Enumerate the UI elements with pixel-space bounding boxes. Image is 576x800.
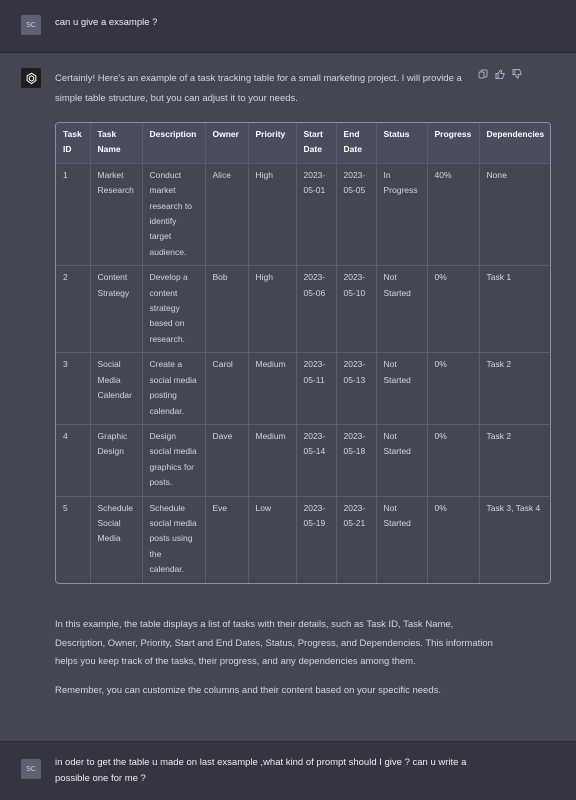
thumbs-down-icon[interactable] [512, 69, 522, 79]
cell-dependencies: Task 1 [479, 266, 551, 353]
cell-end-date: 2023-05-18 [336, 424, 376, 496]
table-row [56, 163, 551, 265]
cell-end-date: 2023-05-21 [336, 496, 376, 583]
copy-icon[interactable] [478, 69, 488, 79]
header-priority: Priority [248, 123, 296, 163]
cell-description: Develop a content strategy based on research. [142, 266, 205, 353]
cell-task-id: 4 [56, 424, 90, 496]
assistant-intro-text: Certainly! Here's an example of a task tracking table for a small marketing project. I will provide a simple table structure, but you can adjust it to your needs. [55, 73, 462, 104]
cell-progress: 0% [427, 496, 479, 583]
header-status: Status [376, 123, 427, 163]
cell-status: Not Started [376, 266, 427, 353]
cell-dependencies: Task 2 [479, 353, 551, 425]
cell-task-id: 3 [56, 353, 90, 425]
cell-priority: High [248, 266, 296, 353]
table-row [56, 353, 551, 425]
user-message-2 [0, 741, 576, 800]
cell-start-date: 2023-05-11 [296, 353, 336, 425]
cell-owner: Eve [205, 496, 248, 583]
cell-task-name: Content Strategy [90, 266, 142, 353]
table-header-row [56, 123, 551, 163]
cell-progress: 0% [427, 424, 479, 496]
cell-start-date: 2023-05-01 [296, 163, 336, 265]
cell-dependencies: Task 2 [479, 424, 551, 496]
cell-task-id: 1 [56, 163, 90, 265]
task-table [55, 122, 551, 584]
cell-progress: 0% [427, 266, 479, 353]
cell-dependencies: Task 3, Task 4 [486, 502, 541, 513]
outro-paragraph-2: Remember, you can customize the columns and their content based on your specific needs. [55, 684, 442, 696]
cell-task-id: 2 [56, 266, 90, 353]
cell-status: In Progress [376, 163, 427, 265]
cell-status: Not Started [376, 424, 427, 496]
cell-owner: Dave [205, 424, 248, 496]
cell-status: Not Started [376, 353, 427, 425]
header-start-date: Start Date [296, 123, 336, 163]
header-end-date: End Date [336, 123, 376, 163]
header-description: Description [142, 123, 205, 163]
assistant-message [0, 53, 576, 741]
user-message-text: in oder to get the table u made on last exsample ,what kind of prompt should I give ? can u write a possible one for me ? [55, 757, 467, 784]
cell-description: Design social media graphics for posts. [142, 424, 205, 496]
cell-owner: Alice [205, 163, 248, 265]
cell-progress: 0% [427, 353, 479, 425]
header-owner: Owner [205, 123, 248, 163]
cell-end-date: 2023-05-05 [336, 163, 376, 265]
cell-owner: Bob [205, 266, 248, 353]
assistant-outro [55, 616, 505, 710]
cell-task-name: Market Research [90, 163, 142, 265]
cell-status: Not Started [376, 496, 427, 583]
cell-description: Schedule social media posts using the calendar. [142, 496, 205, 583]
header-dependencies: Dependencies [479, 123, 551, 163]
header-task-name: Task Name [90, 123, 142, 163]
message-actions [478, 69, 522, 79]
cell-task-name: Social Media Calendar [90, 353, 142, 425]
cell-start-date: 2023-05-14 [296, 424, 336, 496]
cell-start-date: 2023-05-06 [296, 266, 336, 353]
cell-task-id: 5 [56, 496, 90, 583]
cell-task-name: Graphic Design [90, 424, 142, 496]
cell-task-name: Schedule Social Media [90, 496, 142, 583]
outro-paragraph-1: In this example, the table displays a list of tasks with their details, such as Task ID, Task Name, Description, Owner, Priority, Start and End Dates, Status, Progress, and Dependencies. This information helps you keep track of the tasks, their progress, and any dependencies among them. [55, 619, 493, 667]
cell-end-date: 2023-05-13 [336, 353, 376, 425]
thumbs-up-icon[interactable] [495, 69, 505, 79]
user-avatar: SC [21, 15, 41, 35]
table-row [56, 496, 551, 583]
cell-description: Create a social media posting calendar. [142, 353, 205, 425]
user-message-text: can u give a exsample ? [55, 17, 158, 28]
cell-start-date: 2023-05-19 [296, 496, 336, 583]
cell-priority: Low [248, 496, 296, 583]
header-task-id: Task ID [56, 123, 90, 163]
cell-priority: Medium [248, 424, 296, 496]
cell-owner: Carol [205, 353, 248, 425]
cell-priority: Medium [248, 353, 296, 425]
user-message-1 [0, 0, 576, 53]
cell-progress: 40% [427, 163, 479, 265]
table-row [56, 424, 551, 496]
chatgpt-logo-icon [21, 68, 41, 88]
table-row [56, 266, 551, 353]
header-progress: Progress [427, 123, 479, 163]
user-avatar: SC [21, 759, 41, 779]
cell-description: Conduct market research to identify target audience. [142, 163, 205, 265]
cell-end-date: 2023-05-10 [336, 266, 376, 353]
cell-dependencies: None [479, 163, 551, 265]
cell-priority: High [248, 163, 296, 265]
